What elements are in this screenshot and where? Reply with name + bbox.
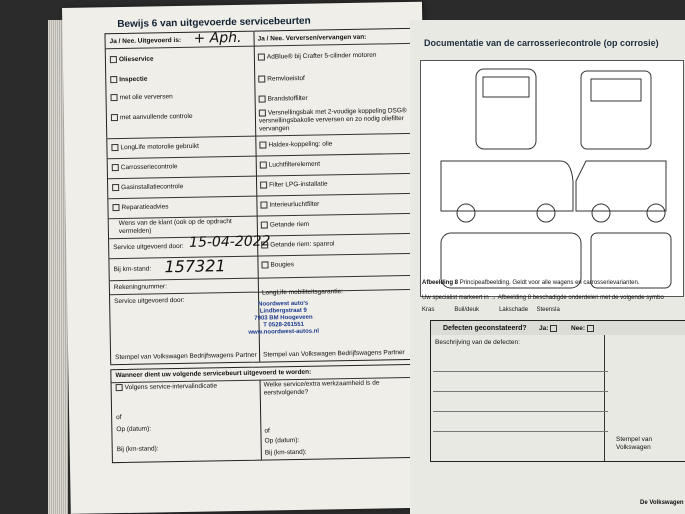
defects-table (430, 320, 685, 462)
next-right: Welke service/extra werkzaamheid is de eerstvolgende? (263, 379, 380, 397)
col2-header: Ja / Nee. Verversen/vervangen van: (257, 33, 367, 43)
col2-item: AdBlue® bij Crafter 5-cilinder motoren (258, 51, 408, 62)
stamp-label-right: Stempel van Volkswagen Bedrijfswagens Partner (263, 349, 405, 359)
col1-item: LongLife motorolie gebruikt (111, 143, 199, 153)
col1-item: Reparatieadvies (112, 203, 168, 212)
longlife-label: LongLife mobiliteitsgarantie: (261, 288, 344, 297)
dealer-stamp: Noordwest auto's Lindbergstraat 9 7903 BM Hoogeveen T 0528-261551 www.noordwest-autos.nl (248, 300, 320, 336)
desc-label: Beschrijving van de defecten: (435, 339, 520, 346)
or-label: of (116, 414, 122, 422)
service-by-label: Service uitgevoerd door: (114, 296, 185, 306)
col1-header: Ja / Nee. Uitgevoerd is: (109, 36, 182, 46)
km2-label: Bij (km-stand): (264, 448, 307, 457)
col2-item: Getande riem: spanrol (261, 240, 334, 249)
service-table (104, 28, 417, 365)
col1-item: met aanvullende controle (111, 113, 193, 123)
right-title: Documentatie van de carrosseriecontrole (op corrosie) (424, 38, 659, 48)
defects-label: Defecten geconstateerd? (443, 325, 527, 332)
handwriting-note: + Aph. (193, 29, 242, 47)
service-date-label: Service uitgevoerd door: (113, 242, 184, 252)
stamp-label-left: Stempel van Volkswagen Bedrijfswagens Partner (115, 351, 257, 362)
date-label: Op (datum): (116, 425, 152, 434)
left-title: Bewijs 6 van uitgevoerde servicebeurten (117, 15, 311, 31)
next-left: Volgens service-intervalindicatie (116, 382, 218, 392)
next-title: Wanneer dient uw volgende servicebeurt uitgevoerd te worden: (115, 368, 312, 380)
col2-item: Interieurluchtfilter (260, 201, 319, 210)
col1-item: met olie verversen (111, 93, 173, 102)
left-page (62, 2, 431, 514)
col1-item: Gasinstallatiecontrole (112, 183, 183, 192)
col2-item: Getande riem (261, 221, 310, 230)
col2-item: Brandstoffilter (259, 95, 308, 104)
col2-item: Remvloeistof (258, 75, 305, 84)
right-stamp-label: Stempel van Volkswagen (616, 436, 653, 451)
col2-item: Versnellingsbak met 2-voudige koppeling DSG® versnellingsbakolie verversen en zo nodig oliefilter vervangen (258, 107, 407, 133)
or-label: of (264, 427, 270, 435)
col1-item: Carrosseriecontrole (112, 163, 178, 172)
figure-caption: Afbeelding 8 Principeafbeelding. Geldt voor alle wagens en carrosserievarianten. (422, 280, 640, 286)
col2-item: Haldex-koppeling: olie (259, 140, 332, 149)
right-footer: De Volkswagen (640, 500, 684, 506)
yes-option[interactable]: Ja: (539, 325, 559, 333)
van-drawings (421, 61, 683, 296)
no-option[interactable]: Nee: (571, 325, 596, 333)
service-date-value: 15-04-2022 (188, 233, 271, 251)
date-label: Op (datum): (264, 436, 300, 445)
col1-item: Wens van de klant (ook op de opdracht vermelden) (118, 218, 232, 236)
next-service-table (110, 364, 419, 463)
col2-item: Luchtfilterelement (260, 161, 320, 170)
col1-item: Inspectie (110, 76, 147, 85)
col2-item: Filter LPG-installatie (260, 180, 328, 189)
van-diagram (420, 60, 684, 297)
invoice-label: Rekeningnummer: (113, 283, 168, 292)
marking-note: Uw specialist markeert in → Afbeelding 8 beschadigde onderdelen met de volgende symbo (422, 295, 664, 301)
col1-item: Olieservice (110, 55, 154, 64)
km-value: 157321 (164, 256, 226, 277)
col2-item: Bougies (261, 261, 294, 270)
km2-label: Bij (km-stand): (116, 445, 159, 454)
right-page (410, 20, 685, 514)
legend: Kras Buil/deuk Lakschade Steensla (422, 307, 560, 313)
km-label: Bij km-stand: (113, 265, 152, 274)
